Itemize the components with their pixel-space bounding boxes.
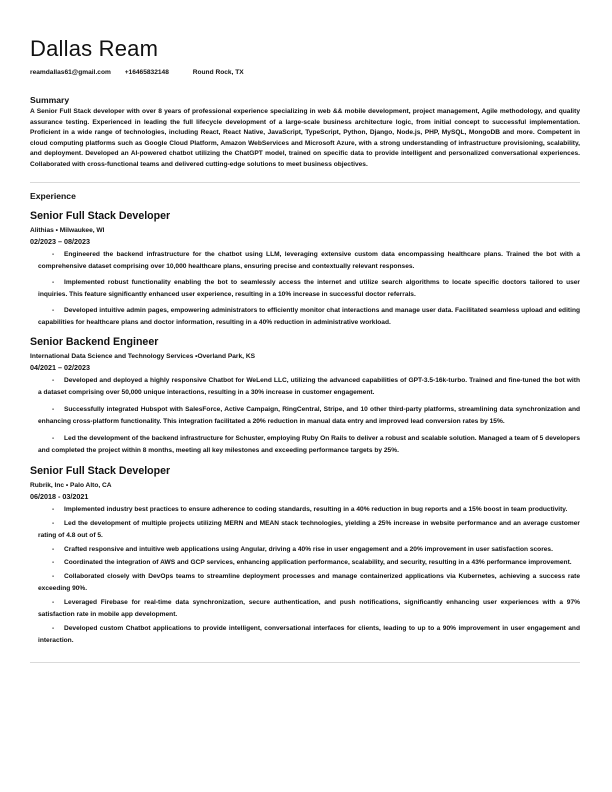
job-bullets bbox=[38, 249, 580, 328]
contact-line bbox=[30, 68, 580, 77]
bullet-text: Implemented robust functionality enabling the bot to seamlessly access the internet and utilize search algorithms to locate specific doctors tailored to user inquiries. This feature significantly enhanced user experience, resulting in a 10% increase in successful doctor referrals. bbox=[38, 279, 580, 298]
dash-bullet-icon: - bbox=[52, 406, 55, 413]
bullet-item bbox=[38, 597, 580, 622]
dash-bullet-icon: - bbox=[52, 572, 55, 580]
job-company: International Data Science and Technology Services •Overland Park, KS bbox=[30, 353, 255, 360]
experience-heading: Experience bbox=[30, 191, 76, 201]
jobs-list bbox=[30, 210, 580, 648]
job-entry bbox=[30, 336, 580, 457]
divider bbox=[30, 182, 580, 183]
bullet-text: Developed intuitive admin pages, empowering administrators to efficiently monitor chat interactions and manage user data. Facilitated seamless upload and editing capabilities for healthcare plans and doctor information, resulting in a 40% reduction in administrative workload. bbox=[38, 307, 580, 326]
summary-text: A Senior Full Stack developer with over 8 years of professional experience specializing in web && mobile development, project management, Agile methodology, and quality assurance testing. Experienced in leading the full lifecycle development of a large-scale business architecture logic, from initial concept to successful implementation. Proficient in a wide range of technologies, including React, React Native, JavaScript, TypeScript, Python, Django, Node.js, PHP, MySQL, MongoDB and more. Competent in cloud computing platforms such as Google Cloud Platform, Amazon WebServices and Microsoft Azure, with a strong understanding of infrastructure provisioning, scalability, and deployment. Developed an AI-powered chatbot utilizing the ChatGPT model, trained on specific data to provide intelligent and personalized conversational experiences. Collaborated with cross-functional teams and delivered cutting-edge solutions to meet business objectives. bbox=[30, 108, 580, 168]
bullet-item bbox=[38, 504, 580, 517]
job-bullets bbox=[38, 504, 580, 648]
summary-heading: Summary bbox=[30, 95, 70, 105]
bullet-item bbox=[38, 375, 580, 399]
bullet-text: Successfully integrated Hubspot with SalesForce, Active Campaign, RingCentral, Stripe, and 10 other third-party platforms, streamlining data synchronization and enhancing cross-platform functionality. This integration facilitated a 20% reduction in manual data entry and improved lead conversion rates by 15%. bbox=[38, 406, 580, 425]
dash-bullet-icon: - bbox=[52, 377, 55, 384]
bullet-text: Leveraged Firebase for real-time data synchronization, secure authentication, and push notifications, significantly enhancing user experiences with a 97% satisfaction rate in mobile app development. bbox=[38, 598, 580, 618]
bullet-text: Led the development of the backend infrastructure for Schuster, employing Ruby On Rails to deliver a robust and scalable solution. Managed a team of 5 developers and completed the project within 8 months, meeting all key milestones and exceeding performance targets by 25%. bbox=[38, 435, 580, 454]
bullet-text: Crafted responsive and intuitive web applications using Angular, driving a 40% rise in user engagement and a 20% improvement in user satisfaction scores. bbox=[64, 545, 553, 553]
job-title: Senior Full Stack Developer bbox=[30, 210, 171, 222]
candidate-name: Dallas Ream bbox=[30, 36, 159, 61]
job-dates: 04/2021 – 02/2023 bbox=[30, 363, 90, 372]
dash-bullet-icon: - bbox=[52, 251, 55, 258]
email[interactable]: reamdallas61@gmail.com bbox=[30, 69, 111, 76]
bullet-item bbox=[38, 433, 580, 457]
dash-bullet-icon: - bbox=[52, 519, 55, 527]
job-entry bbox=[30, 465, 580, 648]
dash-bullet-icon: - bbox=[52, 624, 55, 632]
phone[interactable]: +16465832148 bbox=[124, 69, 169, 76]
dash-bullet-icon: - bbox=[52, 559, 55, 566]
job-title: Senior Backend Engineer bbox=[30, 336, 159, 348]
bullet-text: Collaborated closely with DevOps teams to streamline deployment processes and manage containerized applications via Kubernetes, achieving a success rate exceeding 90%. bbox=[38, 572, 580, 592]
dash-bullet-icon: - bbox=[52, 307, 55, 314]
bullet-item bbox=[38, 249, 580, 272]
bullet-text: Engineered the backend infrastructure for the chatbot using LLM, leveraging extensive custom data encompassing healthcare plans. Trained the bot with a comprehensive dataset comprising over 10,000 healthcare plans, ensuring precise and contextually relevant responses. bbox=[38, 251, 580, 270]
job-bullets bbox=[38, 375, 580, 457]
bullet-text: Led the development of multiple projects utilizing MERN and MEAN stack technologies, yielding a 25% increase in website performance and an average customer rating of 4.8 out of 5. bbox=[38, 519, 580, 539]
dash-bullet-icon: - bbox=[52, 506, 55, 513]
bullet-item bbox=[38, 277, 580, 300]
job-dates: 02/2023 – 08/2023 bbox=[30, 237, 90, 246]
bullet-item bbox=[38, 518, 580, 543]
job-title: Senior Full Stack Developer bbox=[30, 465, 171, 477]
bullet-item bbox=[38, 623, 580, 648]
bullet-item bbox=[38, 404, 580, 428]
bullet-text: Developed custom Chatbot applications to provide intelligent, conversational interfaces for clients, leading to up to a 90% improvement in user engagement and interaction. bbox=[38, 624, 580, 644]
dash-bullet-icon: - bbox=[52, 279, 55, 286]
dash-bullet-icon: - bbox=[52, 598, 55, 606]
bullet-item bbox=[38, 544, 580, 557]
location: Round Rock, TX bbox=[192, 69, 244, 76]
dash-bullet-icon: - bbox=[52, 435, 55, 442]
dash-bullet-icon: - bbox=[52, 545, 55, 553]
bullet-item bbox=[38, 571, 580, 596]
job-entry bbox=[30, 210, 580, 328]
job-company: Rubrik, Inc • Palo Alto, CA bbox=[30, 482, 112, 489]
bullet-text: Coordinated the integration of AWS and GCP services, enhancing application performance, scalability, and security, resulting in a 43% performance improvement. bbox=[64, 559, 572, 566]
divider bbox=[30, 662, 580, 663]
bullet-text: Developed and deployed a highly responsive Chatbot for WeLend LLC, utilizing the advanced capabilities of GPT-3.5-16k-turbo. Trained and fine-tuned the bot with a dataset comprising over 50,000 unique interactions, resulting in a 30% increase in customer engagement. bbox=[38, 377, 580, 396]
bullet-text: Implemented industry best practices to ensure adherence to coding standards, resulting in a 40% reduction in bug reports and a 15% boost in team productivity. bbox=[64, 506, 568, 513]
bullet-item bbox=[38, 557, 580, 570]
job-dates: 06/2018 - 03/2021 bbox=[30, 492, 89, 501]
bullet-item bbox=[38, 305, 580, 328]
job-company: Alithias • Milwaukee, WI bbox=[30, 227, 105, 234]
